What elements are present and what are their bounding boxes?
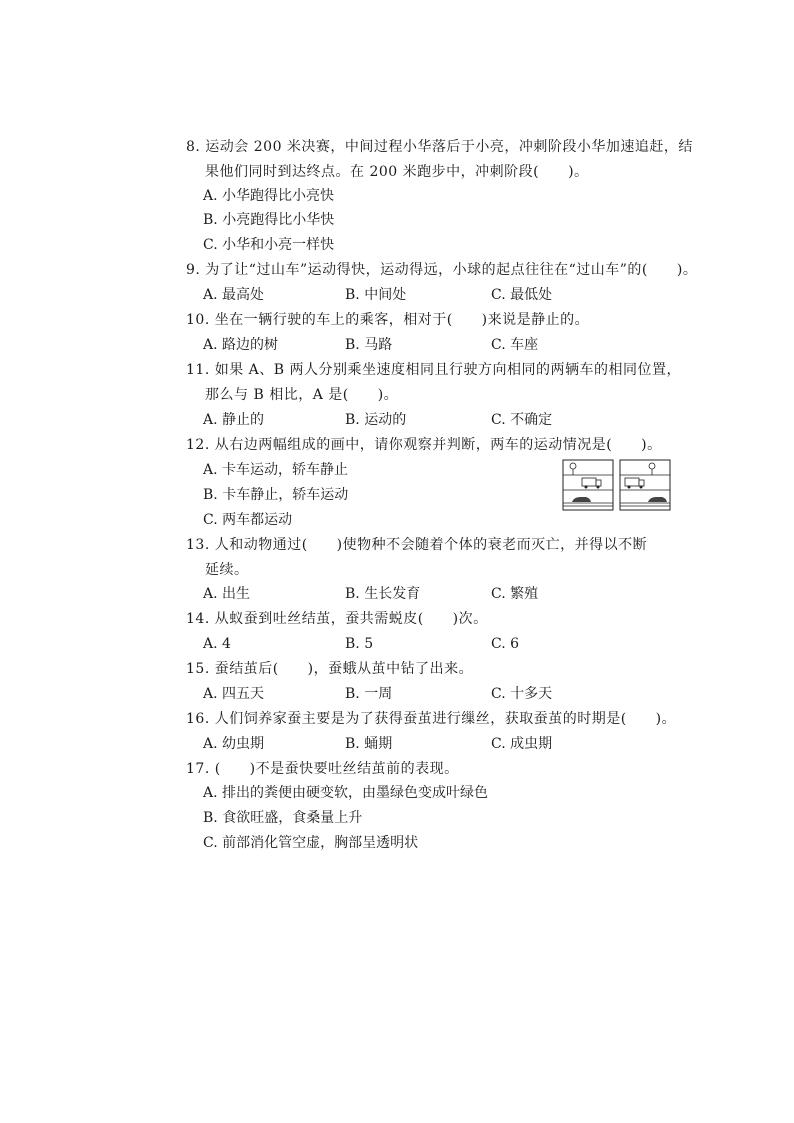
q17-option-c: C. 前部消化管空虚，胸部呈透明状 [203, 835, 419, 851]
q13-option-a: A. 出生 [203, 586, 251, 602]
q13-option-b: B. 生长发育 [345, 586, 421, 602]
q16-option-b: B. 蛹期 [345, 736, 393, 752]
q12-option-b: B. 卡车静止，轿车运动 [203, 487, 349, 503]
q9-option-c: C. 最低处 [491, 287, 553, 303]
q12-stem-line-1: 12. 从右边两幅组成的画中，请你观察并判断，两车的运动情况是( )。 [186, 437, 662, 453]
q10-stem-line-1: 10. 坐在一辆行驶的车上的乘客，相对于( )来说是静止的。 [186, 312, 590, 328]
q9-option-a: A. 最高处 [203, 287, 265, 303]
q17-option-b: B. 食欲旺盛，食桑量上升 [203, 810, 363, 826]
q14-option-b: B. 5 [345, 636, 374, 652]
q13-stem-line-1: 13. 人和动物通过( )使物种不会随着个体的衰老而灭亡，并得以不断 [186, 537, 648, 553]
q15-option-b: B. 一周 [345, 686, 393, 702]
q8-stem-line-1: 8. 运动会 200 米决赛，中间过程小华落后于小亮，冲刺阶段小华加速追赶，结 [186, 139, 693, 155]
q14-option-a: A. 4 [203, 636, 231, 652]
q15-option-a: A. 四五天 [203, 686, 265, 702]
q12-panel-right [620, 460, 670, 510]
q13-stem-line-2: 延续。 [205, 562, 249, 578]
q12-option-c: C. 两车都运动 [203, 512, 293, 528]
q17-option-a: A. 排出的粪便由硬变软，由墨绿色变成叶绿色 [203, 785, 489, 801]
q10-option-c: C. 车座 [491, 337, 539, 353]
q14-option-c: C. 6 [491, 636, 520, 652]
q12-option-a: A. 卡车运动，轿车静止 [203, 462, 349, 478]
q9-stem-line-1: 9. 为了让“过山车”运动得快，运动得远，小球的起点往往在“过山车”的( )。 [186, 262, 698, 278]
q10-option-a: A. 路边的树 [203, 337, 279, 353]
q8-option-b: B. 小亮跑得比小华快 [203, 212, 335, 228]
q11-stem-line-1: 11. 如果 A、B 两人分别乘坐速度相同且行驶方向相同的两辆车的相同位置， [186, 362, 682, 378]
q8-option-a: A. 小华跑得比小亮快 [203, 188, 335, 204]
q16-option-a: A. 幼虫期 [203, 736, 265, 752]
q12-panel-left [563, 460, 613, 510]
q11-stem-line-2: 那么与 B 相比，A 是( )。 [205, 387, 399, 403]
q11-option-b: B. 运动的 [345, 412, 407, 428]
q13-option-c: C. 繁殖 [491, 586, 539, 602]
q9-option-b: B. 中间处 [345, 287, 407, 303]
q10-option-b: B. 马路 [345, 337, 393, 353]
q8-option-c: C. 小华和小亮一样快 [203, 237, 335, 253]
q12-truck-car-figure [562, 459, 672, 511]
q17-stem-line-1: 17. ( )不是蚕快要吐丝结茧前的表现。 [186, 761, 459, 777]
q11-option-c: C. 不确定 [491, 412, 553, 428]
q16-stem-line-1: 16. 人们饲养家蚕主要是为了获得蚕茧进行缫丝，获取蚕茧的时期是( )。 [186, 711, 677, 727]
q8-stem-line-2: 果他们同时到达终点。在 200 米跑步中，冲刺阶段( )。 [205, 164, 589, 180]
q14-stem-line-1: 14. 从蚁蚕到吐丝结茧，蚕共需蜕皮( )次。 [186, 611, 488, 627]
q11-option-a: A. 静止的 [203, 412, 265, 428]
q15-option-c: C. 十多天 [491, 686, 553, 702]
q16-option-c: C. 成虫期 [491, 736, 553, 752]
q15-stem-line-1: 15. 蚕结茧后( )，蚕蛾从茧中钻了出来。 [186, 661, 474, 677]
